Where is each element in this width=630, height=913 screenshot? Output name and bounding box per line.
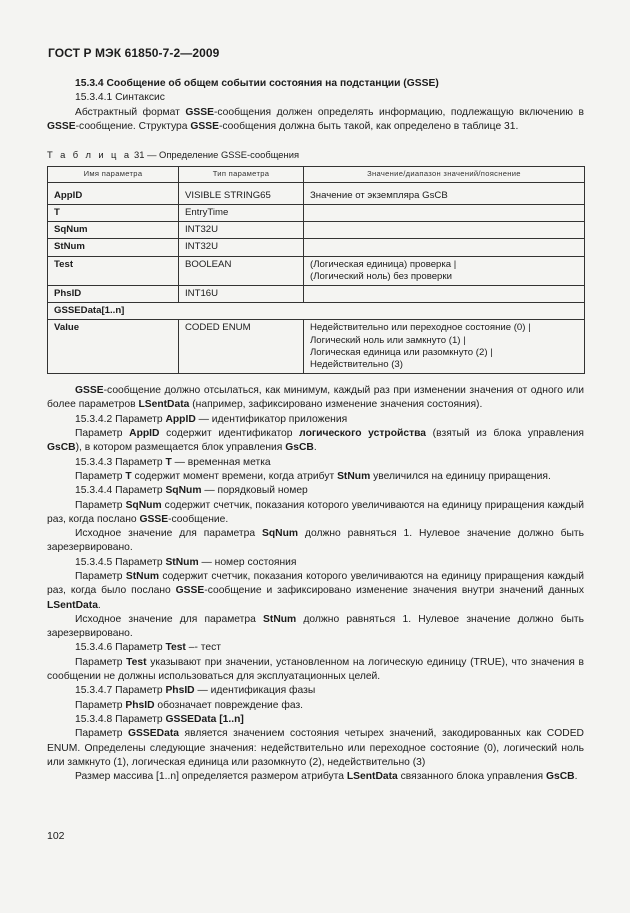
bold-term: GsCB — [285, 442, 314, 454]
column-header: Имя параметра — [48, 167, 179, 182]
param-type-cell: INT16U — [179, 285, 304, 302]
bold-term: GSSE — [47, 120, 76, 132]
bold-term: PhsID — [165, 685, 195, 697]
body-paragraph: Параметр StNum содержит счетчик, показания которого увеличиваются на единицу приращения каждый раз, когда было послано GSSE-сообщение и зафиксировано изменение значения внутри значений данных LSentData. — [47, 570, 584, 611]
value-line: (Логическая единица) проверка | — [310, 258, 457, 270]
table-row — [48, 256, 585, 285]
body-paragraph: 15.3.4.3 Параметр T — временная метка — [75, 456, 271, 468]
bold-term: SqNum — [125, 499, 162, 511]
param-name-cell: SqNum — [48, 222, 179, 239]
body-paragraph: Параметр T содержит момент времени, когда атрибут StNum увеличился на единицу приращения. — [75, 470, 551, 482]
table-caption-label: Т а б л и ц а — [47, 149, 132, 161]
bold-term: GSSE — [185, 106, 214, 118]
param-type-cell: VISIBLE STRING65 — [179, 188, 304, 205]
body-paragraph: Параметр GSSEData является значением состояния четырех значений, закодированных как CODED ENUM. Определены следующие значения: недействительно или переходное состояние (0), логический ноль или замкнуто (1), логическая единица или разомкнуто (2), недействительно (3) — [47, 728, 584, 768]
bold-term: LSentData — [346, 771, 398, 783]
value-line: Недействительно (3) — [310, 358, 403, 370]
intro-paragraph: Абстрактный формат GSSE-сообщения должен определять информацию, подлежащую включению в GSSE-сообщение. Структура GSSE-сообщения должна быть такой, как определено в таблице 31. — [47, 106, 584, 132]
param-type-cell: EntryTime — [179, 204, 304, 221]
page-number: 102 — [47, 830, 65, 842]
body-paragraphs — [47, 384, 584, 784]
table-row — [48, 222, 585, 239]
body-paragraph: 15.3.4.7 Параметр PhsID — идентификация фазы — [75, 685, 316, 697]
bold-term: T — [165, 456, 172, 468]
bold-term: LSentData — [138, 399, 190, 411]
body-paragraph: 15.3.4.8 Параметр GSSEData [1..n] — [75, 713, 244, 725]
param-type-cell: INT32U — [179, 239, 304, 256]
body-paragraph: GSSE-сообщение должно отсылаться, как минимум, каждый раз при изменении значения от одного или более параметров LSentData (например, зафиксировано изменение значения состояния). — [47, 385, 584, 411]
table-row — [48, 320, 585, 374]
param-name-cell: GSSEData[1..n] — [48, 303, 585, 320]
param-value-cell — [304, 239, 585, 256]
bold-term: GSSE — [190, 120, 219, 132]
body-paragraph: Параметр SqNum содержит счетчик, показания которого увеличиваются на единицу приращения каждый раз, когда послано GSSE-сообщение. — [47, 499, 584, 525]
bold-term: LSentData — [47, 599, 98, 611]
body-paragraph: Параметр AppID содержит идентификатор логического устройства (взятый из блока управления GsCB), в котором размещается блок управления GsCB. — [47, 428, 584, 454]
value-line: Значение от экземпляра GsCB — [310, 189, 448, 201]
body-paragraph: 15.3.4.5 Параметр StNum — номер состояния — [75, 556, 297, 568]
bold-term: Test — [165, 642, 186, 654]
body-paragraph: Параметр Test указывают при значении, установленном на логическую единицу (TRUE), что значения в сообщении не должны использоваться для эксплуатационных целей. — [47, 656, 584, 683]
param-type-cell: BOOLEAN — [179, 256, 304, 285]
bold-term: GSSE — [175, 585, 205, 597]
table-row — [48, 239, 585, 256]
param-name-cell: AppID — [48, 188, 179, 205]
page-header: ГОСТ Р МЭК 61850-7-2—2009 — [48, 46, 220, 60]
value-line: Логический ноль или замкнуто (1) | — [310, 334, 466, 346]
table-header-row — [48, 167, 585, 182]
param-value-cell — [304, 320, 585, 374]
body-paragraph: Исходное значение для параметра StNum должно равняться 1. Нулевое значение должно быть зарезервировано. — [47, 613, 585, 640]
param-value-cell — [304, 188, 585, 205]
body-paragraph: Параметр PhsID обозначает повреждение фаз. — [75, 699, 304, 711]
table-row — [48, 285, 585, 302]
body-paragraph: 15.3.4.2 Параметр AppID — идентификатор приложения — [75, 413, 348, 425]
bold-term: GSSEData [1..n] — [165, 713, 244, 725]
table-row — [48, 188, 585, 205]
param-name-cell: Test — [48, 256, 179, 285]
table-caption — [47, 148, 584, 162]
param-type-cell: CODED ENUM — [179, 320, 304, 374]
section-title: 15.3.4 Сообщение об общем событии состояния на подстанции (GSSE) — [75, 78, 439, 89]
table-row — [48, 204, 585, 221]
param-value-cell — [304, 204, 585, 221]
subsection-syntax: 15.3.4.1 Синтаксис — [75, 92, 165, 104]
bold-term: StNum — [165, 556, 199, 568]
param-name-cell: StNum — [48, 239, 179, 256]
param-value-cell — [304, 222, 585, 239]
column-header: Значение/диапазон значений/пояснение — [304, 167, 585, 182]
bold-term: GsCB — [546, 771, 575, 783]
param-value-cell — [304, 256, 585, 285]
bold-term: StNum — [125, 570, 160, 582]
param-name-cell: PhsID — [48, 285, 179, 302]
value-line: (Логический ноль) без проверки — [310, 270, 452, 282]
document-body — [47, 77, 584, 784]
bold-term: GSSE — [75, 385, 104, 397]
body-paragraph: 15.3.4.4 Параметр SqNum — порядковый номер — [75, 485, 308, 497]
bold-term: StNum — [337, 470, 371, 482]
param-type-cell: INT32U — [179, 222, 304, 239]
bold-term: логического устройства — [299, 428, 427, 440]
body-paragraph: Исходное значение для параметра SqNum должно равняться 1. Нулевое значение должно быть зарезервировано. — [47, 528, 584, 554]
bold-term: StNum — [263, 613, 297, 625]
bold-term: GsCB — [47, 442, 76, 454]
param-value-cell — [304, 285, 585, 302]
param-name-cell: Value — [48, 320, 179, 374]
param-name-cell: T — [48, 204, 179, 221]
bold-term: Test — [126, 656, 147, 668]
column-header: Тип параметра — [179, 167, 304, 182]
gsse-definition-table — [47, 166, 585, 374]
bold-term: GSSEData — [128, 728, 179, 740]
table-caption-title: 31 — Определение GSSE-сообщения — [134, 149, 300, 161]
bold-term: GSSE — [139, 513, 169, 525]
table-row — [48, 303, 585, 320]
bold-term: AppID — [165, 413, 196, 425]
bold-term: PhsID — [125, 699, 155, 711]
value-line: Логическая единица или разомкнуто (2) | — [310, 346, 493, 358]
bold-term: T — [125, 470, 132, 482]
body-paragraph: 15.3.4.6 Параметр Test –- тест — [75, 642, 221, 654]
value-line: Недействительно или переходное состояние (0) | — [310, 322, 531, 334]
bold-term: SqNum — [165, 485, 202, 497]
body-paragraph: Размер массива [1..n] определяется размером атрибута LSentData связанного блока управления GsCB. — [75, 771, 578, 783]
bold-term: AppID — [129, 428, 160, 440]
bold-term: SqNum — [261, 528, 299, 540]
